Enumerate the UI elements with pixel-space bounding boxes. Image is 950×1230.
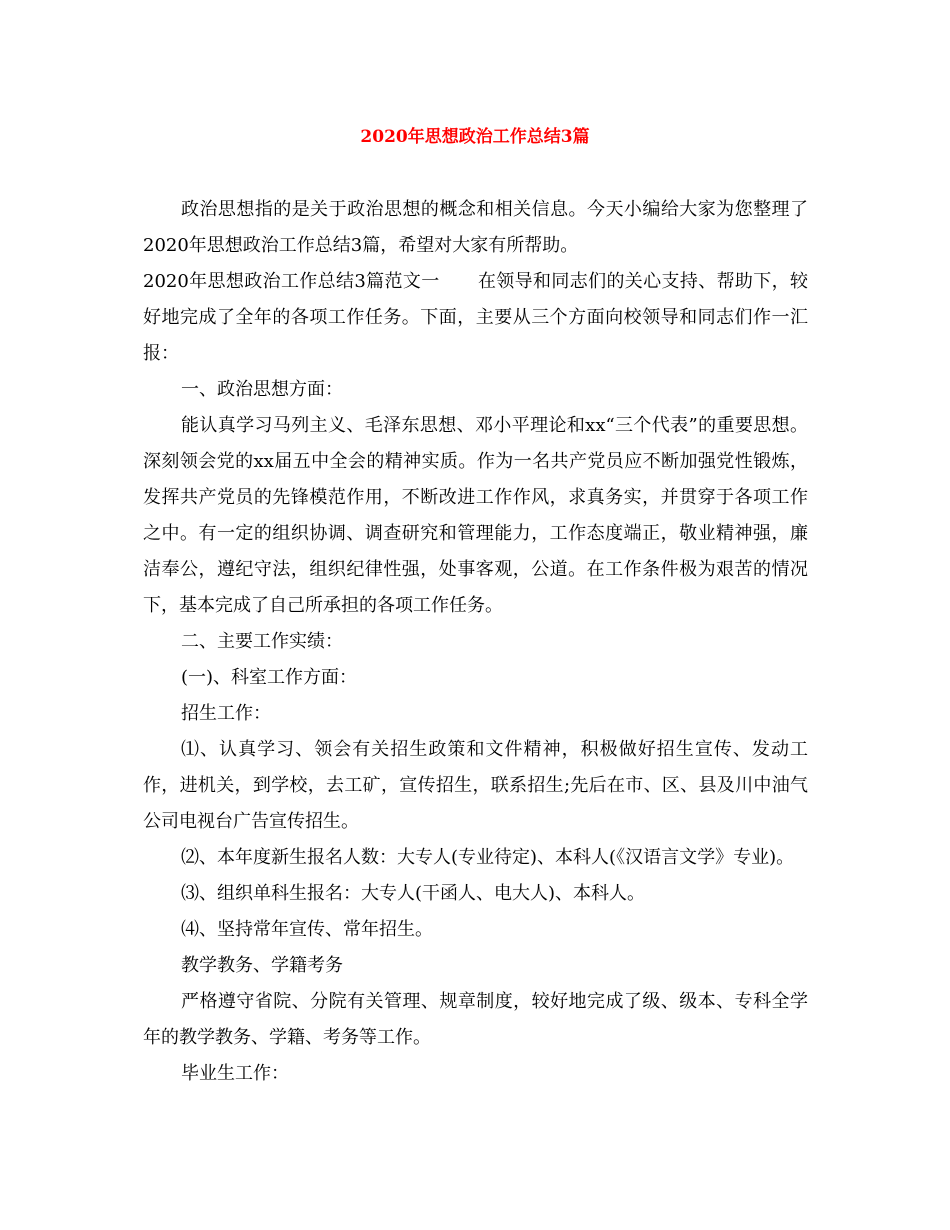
graduate-heading: 毕业生工作： bbox=[181, 1063, 289, 1084]
section1-body: 能认真学习马列主义、毛泽东思想、邓小平理论和xx“三个代表”的重要思想。深刻领会党的xx届五中全会的精神实质。作为一名共产党员应不断加强党性锻炼，发挥共产党员的先锋模范作用，不断改进工作作风，求真务实，并贯穿于各项工作之中。有一定的组织协调、调查研究和管理能力，工作态度端正，敬业精神强，廉洁奉公，遵纪守法，组织纪律性强，处事客观，公道。在工作条件极为艰苦的情况下，基本完成了自己所承担的各项工作任务。 bbox=[143, 415, 808, 616]
article-opening: 在领导和同志们的关心支持、帮助下，较好地完成了全年的各项工作任务。下面，主要从三个方面向校领导和同志们作一汇报： bbox=[143, 271, 808, 364]
enrollment-item: ⑷、坚持常年宣传、常年招生。 bbox=[181, 919, 433, 940]
document-body bbox=[143, 192, 808, 1092]
teaching-heading: 教学教务、学籍考务 bbox=[181, 955, 343, 976]
article-paragraph bbox=[143, 264, 808, 372]
enrollment-heading: 招生工作： bbox=[181, 703, 271, 724]
document-title: 2020年思想政治工作总结3篇 bbox=[360, 127, 590, 147]
article-label: 2020年思想政治工作总结3篇范文一 bbox=[143, 271, 440, 292]
enrollment-item: ⑴、认真学习、领会有关招生政策和文件精神，积极做好招生宣传、发动工作，进机关，到学校，去工矿，宣传招生，联系招生;先后在市、区、县及川中油气公司电视台广告宣传招生。 bbox=[143, 739, 808, 832]
enrollment-item: ⑵、本年度新生报名人数：大专人(专业待定)、本科人(《汉语言文学》专业)。 bbox=[181, 847, 795, 868]
section1-heading: 一、政治思想方面： bbox=[181, 379, 343, 400]
subsection1-heading: (一)、科室工作方面： bbox=[181, 667, 358, 688]
teaching-body: 严格遵守省院、分院有关管理、规章制度，较好地完成了级、级本、专科全学年的教学教务、学籍、考务等工作。 bbox=[143, 991, 808, 1048]
enrollment-item: ⑶、组织单科生报名：大专人(干函人、电大人)、本科人。 bbox=[181, 883, 646, 904]
intro-paragraph: 政治思想指的是关于政治思想的概念和相关信息。今天小编给大家为您整理了2020年思想政治工作总结3篇，希望对大家有所帮助。 bbox=[143, 199, 808, 256]
section2-heading: 二、主要工作实绩： bbox=[181, 631, 343, 652]
